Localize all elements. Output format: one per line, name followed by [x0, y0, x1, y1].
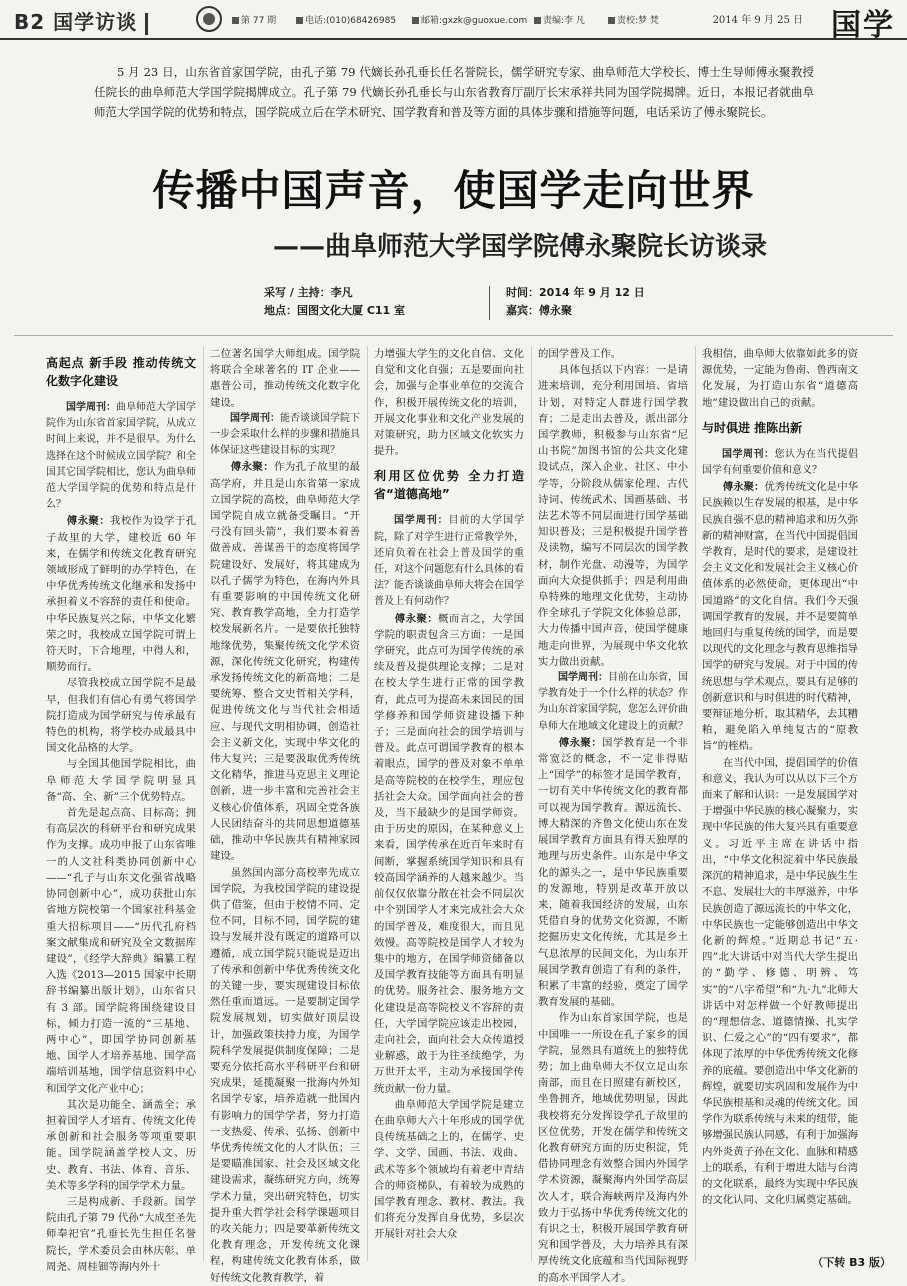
answer: 傅永聚：概而言之，大学国学院的职责包含三方面：一是国学研究，此点可为国学传统的承续及普及提供理论支撑；二是对在校大学生进行正常的国学教育，此点可为提高未来国民的国学修养和国学师资建设播下种子；三是面向社会的国学培训与普及。此点可谓国学教育的根本着眼点，国学的普及对象不单单是高等院校的在校学生，理应包括社会大众。国学面向社会的普及，当下最缺少的是国学师资。由于历史的原因，在某种意义上来看，国学传承在近百年来时有间断，掌握系统国学知识和具有较高国学涵养的人越来越少。当前仅仅依靠分散在社会不同层次中个别国学人才来完成社会大众的国学普及，难度很大，而且见效慢。高等院校是国学人才较为集中的地方，在国学师资储备以及国学教育技能等方面具有明显的优势。服务社会、服务地方文化建设是高等院校义不容辞的责任，大学国学院应该走出校园，走向社会，面向社会大众传道授业解惑，敢于为往圣续绝学，为万世开太平，主动为承接国学传统贡献一份力量。 — [374, 612, 525, 1095]
paragraph: 的国学普及工作。 — [538, 348, 622, 360]
question: 国学周刊：您认为在当代提倡国学有何重要价值和意义？ — [702, 448, 858, 477]
answer: 傅永聚：作为孔子故里的最高学府，并且是山东省第一家成立国学院的高校，曲阜师范大学国学院自成立就备受瞩目。“开弓没有回头箭”，我们要本着善做善成、善谋善干的态度将国学院建设好、发展好，将其建成为以孔子儒学为特色，在海内外具有重要影响的中国传统文化研究、教育教学高地，全力打造学校发展新名片。一是要依托独特地缘优势，集聚传统文化学术资源，深化传统文化研究，构建传承发扬传统文化的新高地；二是要统筹、整合文史哲相关学科，促进传统文化与当代社会相适应、与现代文明相协调，创造社会主义新文化，实现中华文化的伟大复兴；三是要汲取优秀传统文化精华，推进马克思主义理论创新，进一步丰富和完善社会主义核心价值体系，巩固全党各族人民团结奋斗的共同思想道德基础，推动中华民族共有精神家园建设。 — [210, 461, 361, 863]
paragraph: 其次是功能全、涵盖全；承担着国学人才培育、传统文化传承创新和社会服务等项重要职能。国学院涵盖学校人文、历史、教育、书法、体育、音乐、美术等多学科的国学学术力量。 — [46, 1098, 196, 1192]
paragraph: 在当代中国，提倡国学的价值和意义，我认为可以从以下三个方面来了解和认识：一是发展国学对于增强中华民族的核心凝聚力，实现中华民族的伟大复兴具有重要意义。习近平主席在讲话中指出，“中华文化积淀着中华民族最深沉的精神追求，是中华民族生生不息、发展壮大的丰厚滋养，中华民族创造了源远流长的中华文化，中华民族也一定能够创造出中华文化新的辉煌。”近期总书记“五·四”北大讲话中对当代大学生提出的“勤学、修德、明辨、笃实”的“八字希望”和“九·九”北师大讲话中对怎样做一个好教师提出的“理想信念、道德情操、扎实学识、仁爱之心”的“四有要求”，都体现了浓厚的中华优秀传统文化修养的底蕴。要创造出中华文化新的辉煌，就要切实巩固和发展作为中华民族根基和灵魂的传统文化。国学作为联系传统与未来的纽带，能够增强民族认同感，有利于加强海内外炎黄子孙在文化、血脉和精感上的联系，有利于增进大陆与台湾的文化联系，最终为实现中华民族的文化认同、文化归属奠定基础。 — [702, 756, 858, 1207]
subheading: 利用区位优势 全力打造省“道德高地” — [374, 469, 524, 502]
issue-number: 第 77 期 — [232, 13, 276, 26]
answer: 傅永聚：优秀传统文化是中华民族赖以生存发展的根基，是中华民族自强不息的精神追求和历久弥新的精神财富，在当代中国提倡国学教育，是时代的要求，是建设社会主义文化和发展社会主义核心价值体系的必然使命，更体现出“中国道路”的文化自信。我们今天强调国学教育的发展，并不是要简单地回归与重复传统的国学，而是要以现代的文化理念与教育思维指导国学的研究与发展。对于中国的传统思想与学术观点，要具有足够的创新意识和与时俱进的时代精神，要辩证地分析，取其精华，去其糟粕，避免陷入单纯复古的“原教旨”的桎梏。 — [702, 481, 859, 753]
answer: 傅永聚：我校作为设学于孔子故里的大学，建校近 60 年来，在儒学和传统文化教育研究领域形成了鲜明的办学特色，在中华优秀传统文化继承和发扬中承担着义不容辞的责任和使命。中华民族复兴之际，中华文化繁荣之时，我校成立国学院可谓上符天时，下合地理，中得人和，顺势而行。 — [46, 515, 197, 674]
question: 国学周刊：目前在山东省，国学教育处于一个什么样的状态？作为山东首家国学院，您怎么评价曲阜师大在地域文化建设上的贡献？ — [538, 672, 688, 732]
paragraph: 三是构成新、手段新。国学院由孔子第 79 代孙“大成至圣先师奉祀官”孔垂长先生担任名誉院长，学术委员会由林庆彰、单周尧、周桂钿等海内外十 — [46, 1195, 196, 1273]
proofreader-credit: 责校:梦 梵 — [608, 13, 659, 26]
paragraph: 二位著名国学大师组成。国学院将联合全球著名的 IT 企业——惠普公司，推动传统文化数字化建设。 — [210, 348, 360, 409]
article-title: 传播中国声音，使国学走向世界 — [152, 166, 755, 215]
question: 国学周刊：目前的大学国学院，除了对学生进行正常教学外，还肩负着在社会上普及国学的重任，对这个问题您有什么具体的看法？能否谈谈曲阜师大将会在国学普及上有何动作？ — [374, 515, 525, 608]
info-divider — [489, 286, 490, 320]
paragraph: 与全国其他国学院相比，曲阜师范大学国学院明显具备“高、全、新”三个优势特点。 — [46, 758, 196, 803]
text-column-5 — [702, 346, 858, 1261]
interview-host: 采写 / 主持：李凡 — [264, 286, 353, 299]
interview-guest: 嘉宾：傅永聚 — [506, 304, 572, 317]
contact-email: 邮箱:gxzk@guoxue.com — [412, 13, 527, 26]
article-subtitle: ——曲阜师范大学国学院傅永聚院长访谈录 — [272, 232, 767, 262]
paragraph: 作为山东首家国学院，也是中国唯一一所设在孔子家乡的国学院，显然具有道统上的独特优势；加上曲阜师大不仅立足山东南部，而且在日照建有新校区，坐鲁拥齐，地域优势明显，因此我校将充分发挥设学孔子故里的区位优势，开发在儒学和传统文化教育研究方面的历史积淀，凭借协同理念有效整合国内外国学学术资源，凝聚海内外国学高层次人才，联合海峡两岸及海内外致力于弘扬中华优秀传统文化的有识之士，积极开展国学教育研究和国学普及，大力培养具有深厚传统文化底蕴和当代国际视野的高水平国学人才。 — [538, 1012, 688, 1284]
paragraph: 具体包括以下内容：一是请进来培训，充分利用国培、省培计划，对特定人群进行国学教育；二是走出去普及，派出部分国学教师，积极参与山东省“尼山书院”加图书馆的公共文化建设试点，深入企业、社区、中小学等，分阶段从儒家伦理、古代诗词、传统武术、国画基础、书法艺术等不同层面进行国学基础知识普及；三是积极提升国学普及读物，编写不同层次的国学教材，制作光盘、动漫等，为国学面向大众提供抓手；四是利用曲阜特殊的地理文化优势，主动协作全球孔子学院文化体验总部，大力传播中国声音，使国学健康地走向世界，为展现中华文化软实力做出贡献。 — [538, 364, 688, 668]
question: 国学周刊：能否谈谈国学院下一步会采取什么样的步骤和措施具体保证这些建设目标的实现？ — [210, 412, 360, 457]
subheading: 与时俱进 推陈出新 — [702, 420, 803, 435]
paragraph: 我相信，曲阜师大依靠如此多的资源优势，一定能为鲁南、鲁西南文化发展，为打造山东省“道德高地”建设做出自己的贡献。 — [702, 348, 858, 409]
paragraph: 首先是起点高、目标高；拥有高层次的科研平台和研究成果作为支撑。成功申报了山东省唯一的人文社科类协同创新中心——“孔子与山东文化强省战略协同创新中心”，成功获批山东省地方院校第一个国家社科基金重大招标项目——“历代孔府档案文献集成和研究及全文数据库建设”，《经学大辞典》编纂工程入选《2013—2015 国家中长期辞书编纂出版计划》，山东省只有 3 部。国学院将围绕建设目标，倾力打造一流的“三基地、两中心”，即国学协同创新基地、国学人才培养基地、国学高端培训基地，国学信息资料中心和国学文化产业中心； — [46, 807, 196, 1095]
issue-date: 2014 年 9 月 25 日 — [712, 15, 803, 26]
header-rule — [14, 335, 893, 336]
section-label: B2 国学访谈 — [14, 6, 148, 35]
paragraph: 力增强大学生的文化自信、文化自觉和文化自强；五是要面向社会，加强与企事业单位的交流合作，积极开展传统文化的培训，开展文化事业和文化产业发展的对策研究，助力区域文化软实力提升。 — [374, 348, 524, 458]
text-column-3 — [374, 346, 524, 1261]
column-separator — [531, 346, 532, 1261]
interview-place: 地点：国图文化大厦 C11 室 — [264, 304, 406, 317]
text-column-2 — [210, 346, 361, 1284]
paragraph: 曲阜师范大学国学院是建立在曲阜师大六十年形成的国学优良传统基础之上的，在儒学、史学、文学、国画、书法、戏曲、武术等多个领域均有着老中青结合的师资梯队，有着较为成熟的国学教育理念、教材、教法。我们将充分发挥自身优势，多层次开展针对社会大众 — [374, 1098, 524, 1241]
paragraph: 虽然国内部分高校率先成立国学院，为我校国学院的建设提供了借鉴，但由于校情不同、定位不同，目标不同，国学院的建设与发展并没有既定的道路可以遵循，成立国学院只能说是迈出了传承和创新中华优秀传统文化的关键一步，要实现建设目标依然任重而道远。一是要制定国学院发展规划，切实做好顶层设计，加强政策扶持力度，为国学院科学发展提供制度保障；二是要充分依托高水平科研平台和研究成果，延揽凝聚一批海内外知名国学专家，培养造就一批国内有影响力的国学学者，努力打造一支热爱、传承、弘扬、创新中华优秀传统文化的人才队伍；三是要瞄准国家、社会及区域文化建设需求，凝练研究方向，统筹学术力量，突出研究特色，切实提升重大哲学社会科学课题项目的攻关能力；四是要革新传统文化教育理念，开发传统文化课程，构建传统文化教育体系，做好传统文化教育教学，着 — [210, 866, 360, 1284]
question: 国学周刊：曲阜师范大学国学院作为山东省首家国学院，从成立时间上来说，并不是很早。为什么选择在这个时候成立国学院？和全国其它国学院相比，您认为曲阜师范大学国学院的优势和特点是什么？ — [46, 402, 196, 511]
column-separator — [367, 346, 368, 1261]
continued-note: （下转 B3 版） — [812, 1256, 891, 1269]
article-intro: 5 月 23 日，山东省首家国学院，由孔子第 79 代嫡长孙孔垂长任名誉院长，儒学研究专家、曲阜师范大学校长、博士生导师傅永聚教授任院长的曲阜师范大学国学院揭牌成立。孔子第 79 代嫡长孙孔垂长与山东省教育厅副厅长宋承祥共同为国学院揭牌。近日，本报记者就曲阜师范大学国学院的优势和特点，国学院成立后在学术研究、国学教育和普及等方面的具体步骤和措施等问题，电话采访了傅永聚院长。 — [94, 65, 814, 119]
column-separator — [203, 346, 204, 1261]
page-header — [0, 0, 907, 43]
newspaper-logo-icon — [196, 6, 222, 32]
paragraph: 尽管我校成立国学院不是最早，但我们有信心有勇气将国学院打造成为国学研究与传承最有特色的机构，将学校办成最具中国文化品格的大学。 — [46, 677, 196, 755]
column-separator — [695, 346, 696, 1261]
answer: 傅永聚：国学教育是一个非常宽泛的概念，不一定非得贴上“国学”的标签才是国学教育，一切有关中华传统文化的教育都可以视为国学教育。源远流长、博大精深的齐鲁文化使山东在发展国学教育方面具有得天独厚的地理与历史条件。山东是中华文化的源头之一，是中华民族重要的发源地，特别是改革开放以来，随着我国经济的发展，山东凭借自身的优势文化资源，不断挖掘历史文化传统，尤其是乡土气息浓厚的民间文化，为山东开展国学教育创造了有利的条件，积累了丰富的经验，奠定了国学教育发展的基础。 — [538, 736, 689, 1009]
editor-credit: 责编:李 凡 — [534, 13, 585, 26]
text-column-1 — [46, 346, 197, 1273]
subheading: 高起点 新手段 推动传统文化数字化建设 — [46, 356, 196, 388]
text-column-4 — [538, 346, 689, 1284]
interview-info — [264, 284, 654, 322]
contact-phone: 电话:(010)68426985 — [296, 13, 396, 26]
interview-time: 时间：2014 年 9 月 12 日 — [506, 286, 645, 299]
masthead-brand: 国学 — [831, 8, 895, 43]
